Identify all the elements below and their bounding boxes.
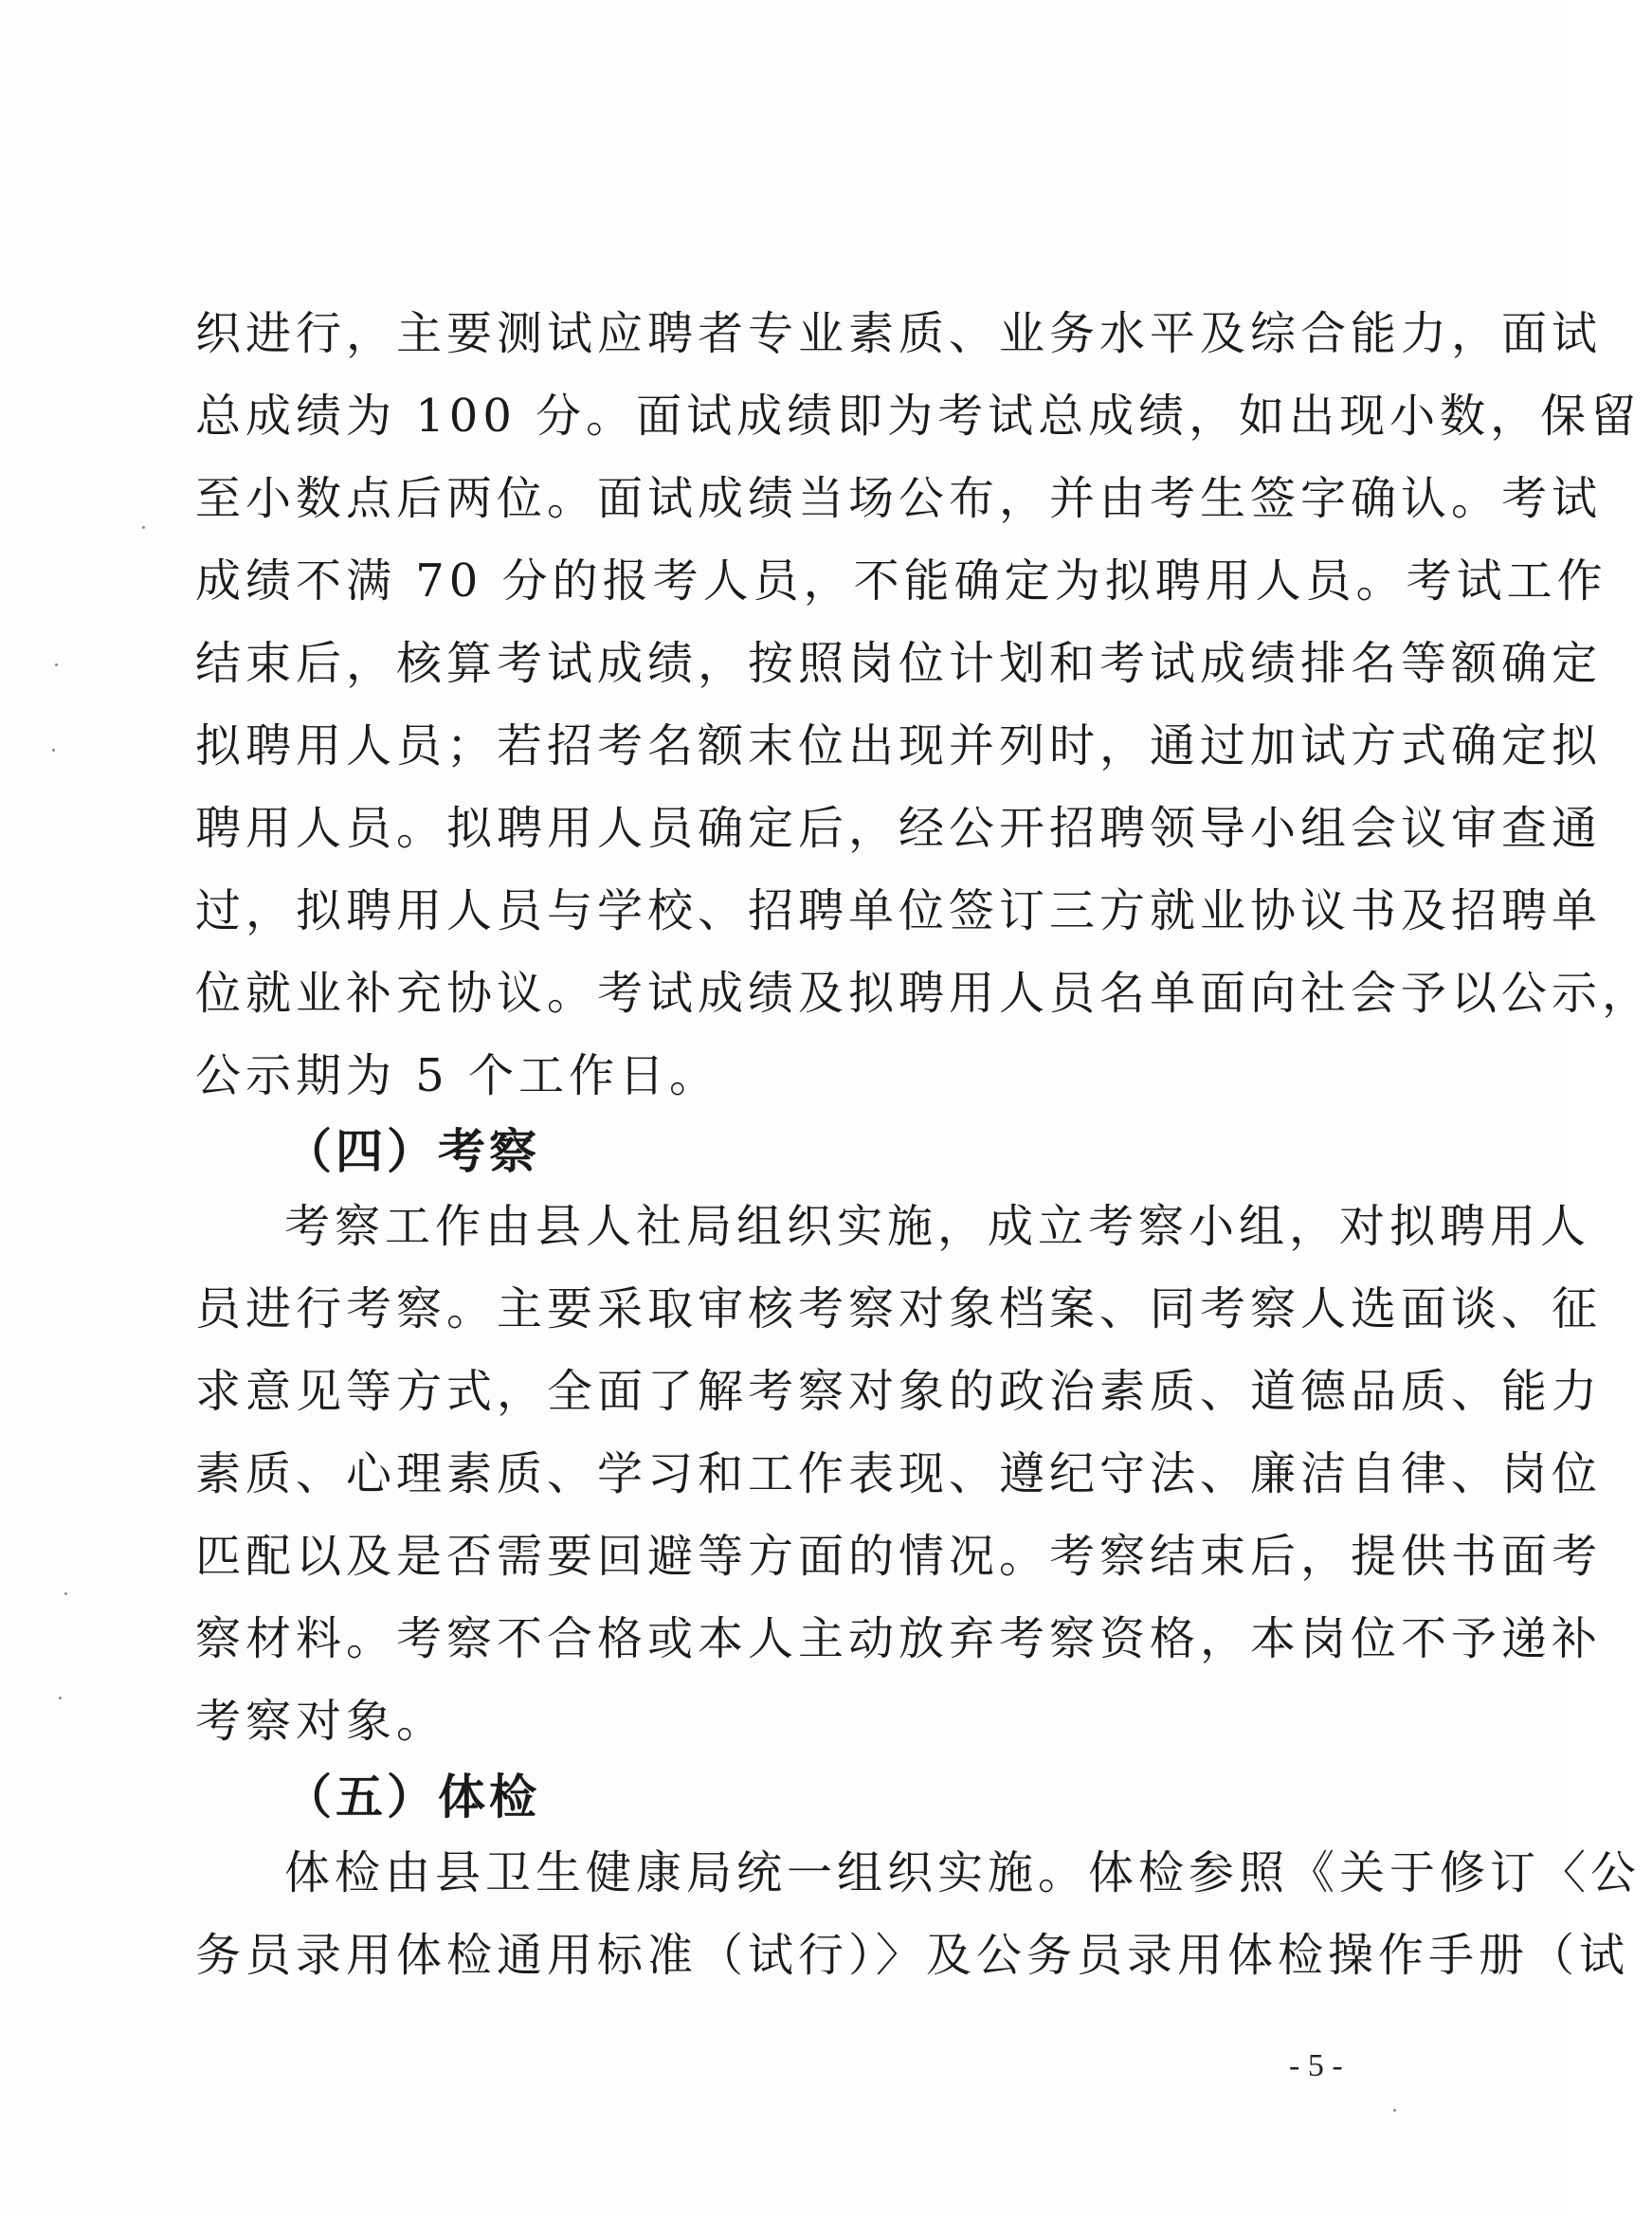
body-line: 聘用人员。拟聘用人员确定后，经公开招聘领导小组会议审查通: [195, 802, 1603, 855]
body-line: 织进行，主要测试应聘者专业素质、业务水平及综合能力，面试: [195, 307, 1603, 360]
body-line: 匹配以及是否需要回避等方面的情况。考察结束后，提供书面考: [195, 1530, 1603, 1583]
body-line: 公示期为 5 个工作日。: [195, 1049, 720, 1102]
body-line: 拟聘用人员；若招考名额末位出现并列时，通过加试方式确定拟: [195, 719, 1603, 772]
body-line: 总成绩为 100 分。面试成绩即为考试总成绩，如出现小数，保留: [195, 390, 1642, 443]
scan-speck: [142, 526, 145, 529]
section-heading-medical-exam: （五）体检: [284, 1770, 540, 1825]
body-line: 至小数点后两位。面试成绩当场公布，并由考生签字确认。考试: [195, 472, 1603, 525]
body-line: 考察对象。: [195, 1695, 447, 1748]
section-heading-inspection: （四）考察: [284, 1124, 540, 1179]
body-line: 察材料。考察不合格或本人主动放弃考察资格，本岗位不予递补: [195, 1612, 1603, 1665]
body-line: 体检由县卫生健康局统一组织实施。体检参照《关于修订〈公: [284, 1846, 1642, 1899]
scan-speck: [55, 663, 58, 666]
body-line: 务员录用体检通用标准（试行）〉及公务员录用体检操作手册（试: [195, 1929, 1630, 1982]
page-number: - 5 -: [1289, 2048, 1343, 2083]
scan-speck: [59, 1697, 62, 1699]
body-line: 结束后，核算考试成绩，按照岗位计划和考试成绩排名等额确定: [195, 637, 1603, 690]
body-line: 位就业补充协议。考试成绩及拟聘用人员名单面向社会予以公示，: [195, 967, 1652, 1020]
body-line: 员进行考察。主要采取审核考察对象档案、同考察人选面谈、征: [195, 1282, 1603, 1335]
scan-speck: [52, 749, 55, 752]
scan-speck: [1393, 2109, 1396, 2112]
scan-speck: [64, 1592, 67, 1595]
body-line: 过，拟聘用人员与学校、招聘单位签订三方就业协议书及招聘单: [195, 884, 1603, 937]
body-line: 求意见等方式，全面了解考察对象的政治素质、道德品质、能力: [195, 1365, 1603, 1418]
body-line: 考察工作由县人社局组织实施，成立考察小组，对拟聘用人: [284, 1200, 1591, 1253]
body-line: 成绩不满 70 分的报考人员，不能确定为拟聘用人员。考试工作: [195, 554, 1607, 608]
body-line: 素质、心理素质、学习和工作表现、遵纪守法、廉洁自律、岗位: [195, 1447, 1603, 1500]
